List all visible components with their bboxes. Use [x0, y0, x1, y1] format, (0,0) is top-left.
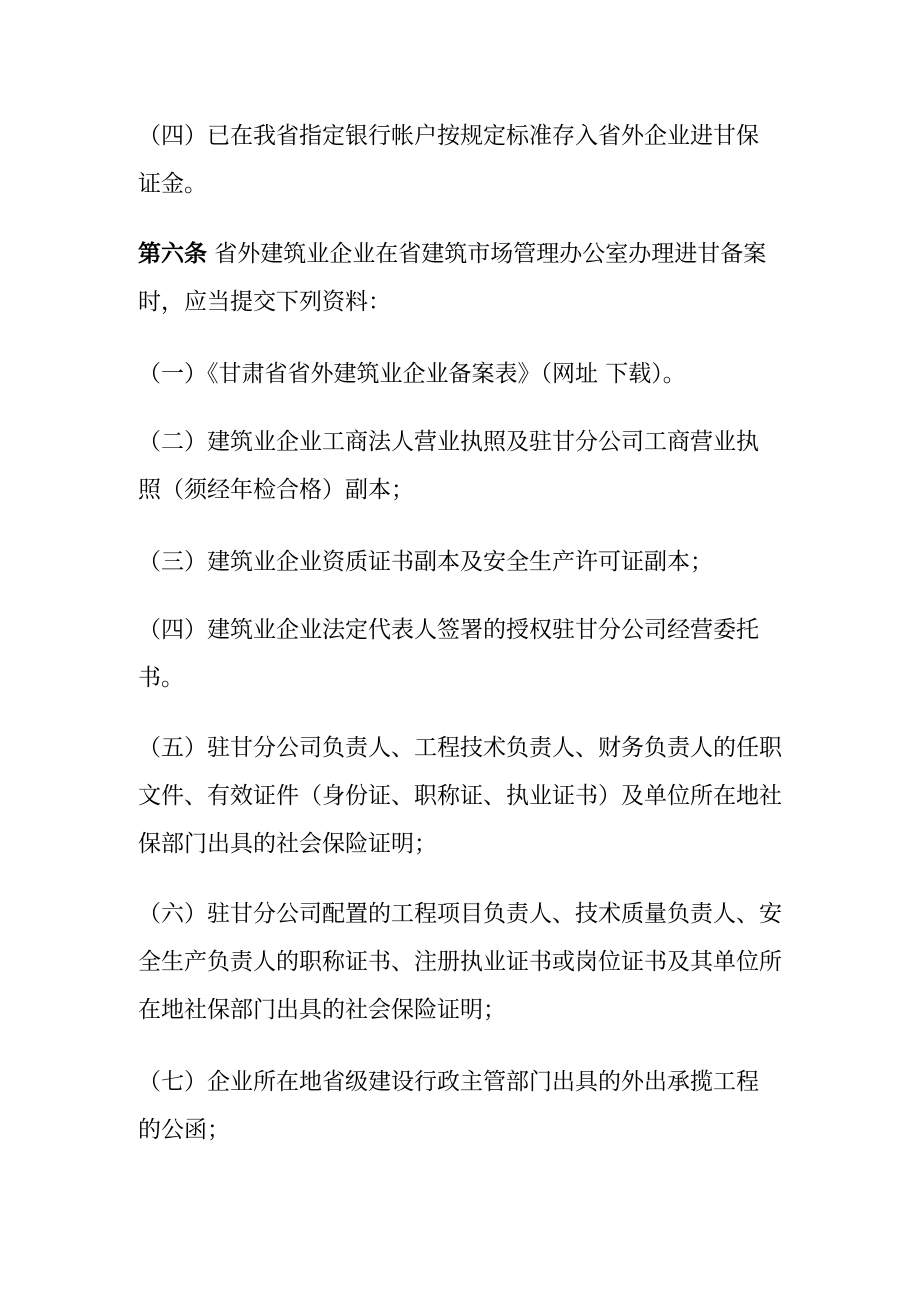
text-line: （二）建筑业企业工商法人营业执照及驻甘分公司工商营业执	[138, 429, 759, 455]
text-line: 的公函；	[138, 1117, 230, 1143]
text-line: （六）驻甘分公司配置的工程项目负责人、技术质量负责人、安	[138, 901, 782, 927]
article-heading: 第六条	[138, 240, 207, 267]
text-line: 证金。	[138, 171, 207, 197]
text-line: （五）驻甘分公司负责人、工程技术负责人、财务负责人的任职	[138, 735, 782, 761]
text-line: 保部门出具的社会保险证明；	[138, 831, 437, 857]
article-text: 省外建筑业企业在省建筑市场管理办公室办理进甘备案	[207, 241, 767, 267]
text-line: （一）《甘肃省省外建筑业企业备案表》（网址 下载）。	[138, 361, 686, 387]
paragraph-item-4-deposit	[138, 112, 788, 208]
list-item-6	[138, 890, 788, 1034]
text-line: （七）企业所在地省级建设行政主管部门出具的外出承揽工程	[138, 1069, 759, 1095]
list-item-4	[138, 606, 788, 702]
list-item-3	[138, 538, 788, 586]
text-line: （四）已在我省指定银行帐户按规定标准存入省外企业进甘保	[138, 123, 759, 149]
list-item-5	[138, 724, 788, 868]
list-item-7	[138, 1058, 788, 1154]
list-item-2	[138, 418, 788, 514]
text-line: 照（须经年检合格）副本；	[138, 477, 414, 503]
text-line: 时，应当提交下列资料：	[138, 289, 391, 315]
list-item-1	[138, 350, 788, 398]
text-line: 在地社保部门出具的社会保险证明；	[138, 997, 506, 1023]
text-line: 全生产负责人的职称证书、注册执业证书或岗位证书及其单位所	[138, 949, 782, 975]
text-line: （四）建筑业企业法定代表人签署的授权驻甘分公司经营委托	[138, 617, 759, 643]
article-6-paragraph	[138, 230, 788, 326]
text-line: （三）建筑业企业资质证书副本及安全生产许可证副本；	[138, 549, 713, 575]
text-line: 文件、有效证件（身份证、职称证、执业证书）及单位所在地社	[138, 783, 782, 809]
text-line: 书。	[138, 665, 184, 691]
text-line	[138, 230, 788, 278]
